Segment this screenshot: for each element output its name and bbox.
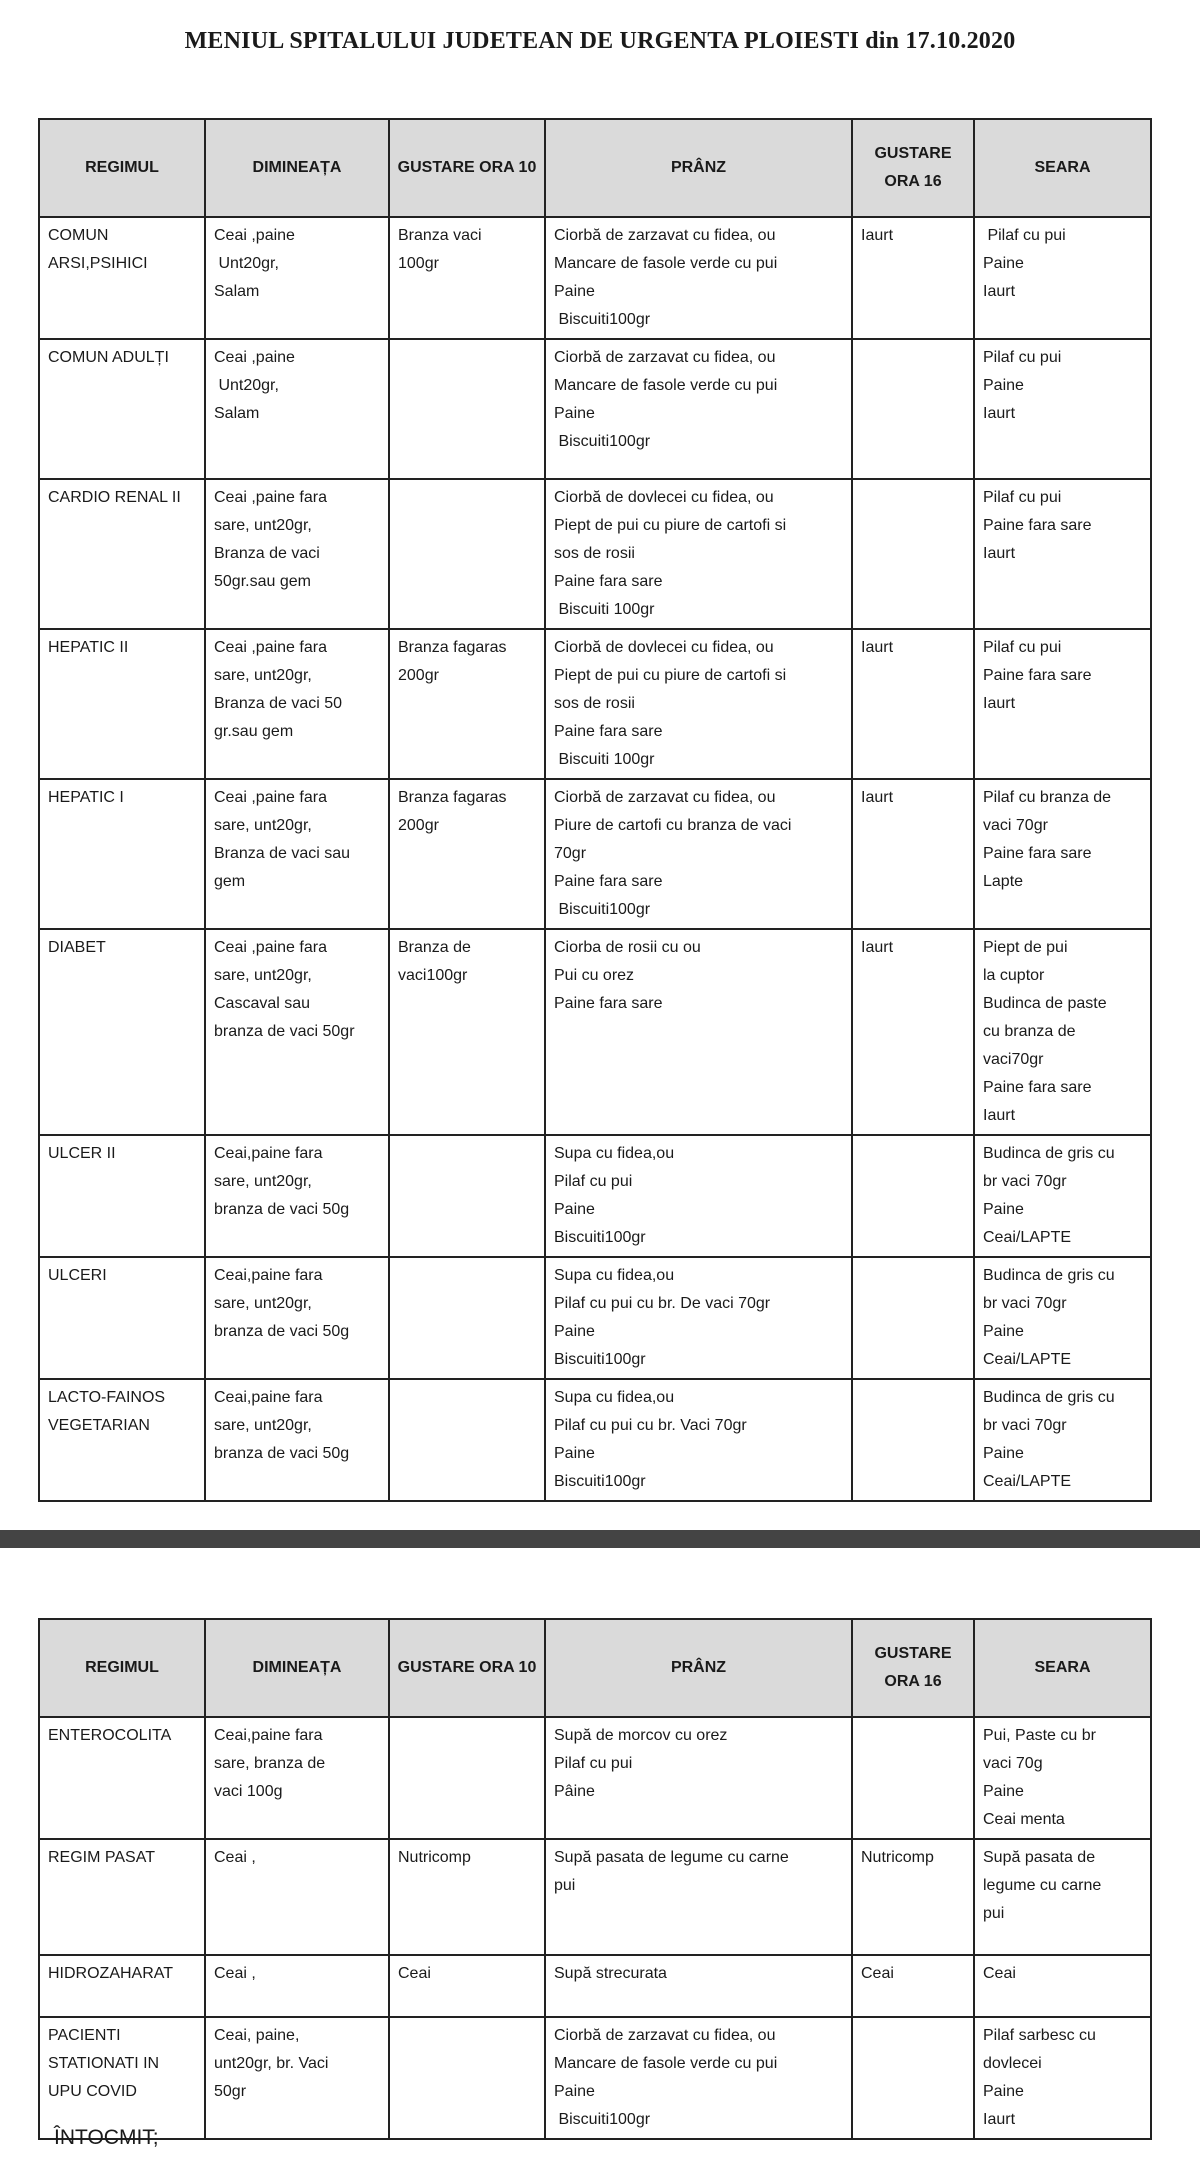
cell-seara: [974, 1839, 1151, 1955]
cell-line: branza de vaci 50g: [214, 1323, 350, 1340]
cell-line: Unt20gr,: [214, 255, 279, 272]
header-gustare-10: GUSTARE ORA 10: [389, 1619, 545, 1717]
cell-gustare-16: [852, 2017, 974, 2139]
cell-line: Pui, Paste cu br: [983, 1727, 1096, 1744]
cell-line: gr.sau gem: [214, 723, 294, 740]
header-regimul: REGIMUL: [39, 1619, 205, 1717]
cell-line: br vaci 70gr: [983, 1417, 1067, 1434]
cell-line: sos de rosii: [554, 695, 635, 712]
cell-line: Budinca de gris cu: [983, 1267, 1115, 1284]
table-row: [39, 479, 1151, 629]
cell-dimineata: [205, 629, 389, 779]
cell-line: Ciorbă de zarzavat cu fidea, ou: [554, 2027, 776, 2044]
cell-pranz: [545, 217, 852, 339]
cell-line: Paine fara sare: [983, 517, 1092, 534]
cell-line: Paine: [983, 255, 1024, 272]
cell-line: sare, unt20gr,: [214, 1173, 312, 1190]
cell-line: Pilaf cu pui: [983, 349, 1062, 366]
cell-line: sare, unt20gr,: [214, 1295, 312, 1312]
cell-gustare-16: [852, 1839, 974, 1955]
cell-dimineata: [205, 339, 389, 479]
cell-pranz: [545, 1839, 852, 1955]
cell-gustare-16: [852, 629, 974, 779]
cell-seara: [974, 629, 1151, 779]
cell-line: HEPATIC I: [48, 789, 124, 806]
cell-line: Ceai/LAPTE: [983, 1473, 1072, 1490]
cell-line: Paine fara sare: [554, 995, 663, 1012]
cell-seara: [974, 1135, 1151, 1257]
cell-line: vaci 70g: [983, 1755, 1043, 1772]
cell-pranz: [545, 1717, 852, 1839]
cell-line: Salam: [214, 405, 260, 422]
cell-line: Mancare de fasole verde cu pui: [554, 377, 778, 394]
cell-line: Iaurt: [983, 545, 1016, 562]
cell-line: Budinca de gris cu: [983, 1389, 1115, 1406]
cell-pranz: [545, 339, 852, 479]
cell-line: dovlecei: [983, 2055, 1042, 2072]
cell-line: Paine: [983, 1783, 1024, 1800]
cell-line: Lapte: [983, 873, 1024, 890]
cell-line: Ceai, paine,: [214, 2027, 300, 2044]
header-row: [39, 119, 1151, 217]
cell-line: Paine: [554, 1201, 595, 1218]
cell-line: Cascaval sau: [214, 995, 311, 1012]
cell-line: COMUN: [48, 227, 109, 244]
cell-line: Biscuiti100gr: [554, 311, 651, 328]
cell-pranz: [545, 779, 852, 929]
page-separator: [0, 1530, 1200, 1548]
header-pranz: PRÂNZ: [545, 1619, 852, 1717]
menu-table-1: [38, 118, 1152, 1502]
prepared-by-label: ÎNTOCMIT;: [54, 2126, 159, 2149]
cell-line: Supa cu fidea,ou: [554, 1145, 675, 1162]
cell-line: Nutricomp: [398, 1849, 471, 1866]
table-row: [39, 339, 1151, 479]
cell-line: 200gr: [398, 667, 439, 684]
cell-gustare-16: [852, 779, 974, 929]
cell-line: sare, unt20gr,: [214, 517, 312, 534]
cell-line: Paine fara sare: [983, 667, 1092, 684]
cell-gustare-10: [389, 929, 545, 1135]
cell-line: Iaurt: [861, 939, 894, 956]
cell-line: LACTO-FAINOS: [48, 1389, 166, 1406]
cell-line: Mancare de fasole verde cu pui: [554, 2055, 778, 2072]
cell-line: Ceai: [983, 1965, 1016, 1982]
cell-line: Paine: [554, 405, 595, 422]
cell-pranz: [545, 1379, 852, 1501]
cell-line: Budinca de paste: [983, 995, 1107, 1012]
cell-line: br vaci 70gr: [983, 1295, 1067, 1312]
cell-regim: [39, 1257, 205, 1379]
cell-line: sare, unt20gr,: [214, 667, 312, 684]
cell-line: Iaurt: [861, 789, 894, 806]
cell-line: Pui cu orez: [554, 967, 635, 984]
cell-line: Supă strecurata: [554, 1965, 667, 1982]
cell-pranz: [545, 929, 852, 1135]
cell-dimineata: [205, 1839, 389, 1955]
cell-line: Ceai: [398, 1965, 431, 1982]
cell-seara: [974, 479, 1151, 629]
table-row: [39, 217, 1151, 339]
cell-line: sare, unt20gr,: [214, 1417, 312, 1434]
cell-line: br vaci 70gr: [983, 1173, 1067, 1190]
cell-line: Ceai ,: [214, 1849, 256, 1866]
header-regimul: REGIMUL: [39, 119, 205, 217]
cell-line: vaci70gr: [983, 1051, 1044, 1068]
cell-line: Ceai ,paine fara: [214, 939, 327, 956]
cell-line: Iaurt: [983, 283, 1016, 300]
table-row: [39, 779, 1151, 929]
cell-line: Pilaf cu branza de: [983, 789, 1112, 806]
cell-line: Paine: [554, 283, 595, 300]
cell-line: Ceai ,: [214, 1965, 256, 1982]
cell-line: Biscuiti100gr: [554, 901, 651, 918]
cell-line: Ciorbă de zarzavat cu fidea, ou: [554, 789, 776, 806]
table-row: [39, 1379, 1151, 1501]
cell-regim: [39, 779, 205, 929]
cell-line: Ceai menta: [983, 1811, 1065, 1828]
header-row: [39, 1619, 1151, 1717]
cell-line: Pilaf cu pui cu br. De vaci 70gr: [554, 1295, 771, 1312]
cell-line: Ceai ,paine: [214, 227, 295, 244]
cell-line: Ceai/LAPTE: [983, 1229, 1072, 1246]
cell-line: Ciorbă de dovlecei cu fidea, ou: [554, 639, 774, 656]
cell-line: Paine: [554, 1445, 595, 1462]
cell-line: STATIONATI IN: [48, 2055, 160, 2072]
cell-line: Paine: [554, 1323, 595, 1340]
cell-gustare-10: [389, 1717, 545, 1839]
cell-line: Pilaf sarbesc cu: [983, 2027, 1096, 2044]
cell-line: CARDIO RENAL II: [48, 489, 181, 506]
cell-line: Paine: [983, 2083, 1024, 2100]
cell-line: Mancare de fasole verde cu pui: [554, 255, 778, 272]
cell-line: COMUN ADULȚI: [48, 349, 169, 366]
cell-line: VEGETARIAN: [48, 1417, 150, 1434]
table-row: [39, 629, 1151, 779]
cell-gustare-16: [852, 1135, 974, 1257]
cell-line: Supa cu fidea,ou: [554, 1267, 675, 1284]
cell-line: Iaurt: [983, 695, 1016, 712]
cell-gustare-16: [852, 217, 974, 339]
cell-line: ULCERI: [48, 1267, 107, 1284]
table-row: [39, 929, 1151, 1135]
cell-line: Biscuiti100gr: [554, 2111, 651, 2128]
cell-gustare-10: [389, 2017, 545, 2139]
cell-regim: [39, 1379, 205, 1501]
cell-line: Paine fara sare: [983, 845, 1092, 862]
cell-dimineata: [205, 1135, 389, 1257]
cell-line: Paine: [983, 1323, 1024, 1340]
cell-line: Ceai,paine fara: [214, 1727, 323, 1744]
cell-regim: [39, 339, 205, 479]
cell-line: ULCER II: [48, 1145, 116, 1162]
cell-seara: [974, 339, 1151, 479]
cell-line: Branza de: [398, 939, 471, 956]
cell-line: Ceai,paine fara: [214, 1267, 323, 1284]
table-row: [39, 1839, 1151, 1955]
cell-line: REGIM PASAT: [48, 1849, 155, 1866]
cell-line: 70gr: [554, 845, 587, 862]
cell-regim: [39, 2017, 205, 2139]
cell-line: Biscuiti 100gr: [554, 601, 655, 618]
cell-line: ARSI,PSIHICI: [48, 255, 148, 272]
cell-line: pui: [983, 1905, 1005, 1922]
cell-line: Biscuiti100gr: [554, 433, 651, 450]
cell-line: Branza de vaci: [214, 545, 320, 562]
cell-line: Pilaf cu pui cu br. Vaci 70gr: [554, 1417, 747, 1434]
cell-pranz: [545, 1955, 852, 2017]
cell-line: Ceai,paine fara: [214, 1145, 323, 1162]
cell-line: HIDROZAHARAT: [48, 1965, 174, 1982]
cell-gustare-10: [389, 479, 545, 629]
cell-dimineata: [205, 479, 389, 629]
cell-line: pui: [554, 1877, 576, 1894]
cell-gustare-10: [389, 629, 545, 779]
table-row: [39, 1717, 1151, 1839]
cell-line: Piure de cartofi cu branza de vaci: [554, 817, 792, 834]
cell-line: Pilaf cu pui: [983, 227, 1066, 244]
cell-gustare-10: [389, 1135, 545, 1257]
cell-regim: [39, 217, 205, 339]
cell-dimineata: [205, 1955, 389, 2017]
cell-line: UPU COVID: [48, 2083, 137, 2100]
table-row: [39, 1257, 1151, 1379]
cell-line: Pâine: [554, 1783, 595, 1800]
cell-line: 50gr: [214, 2083, 247, 2100]
cell-line: Ceai ,paine fara: [214, 489, 327, 506]
cell-dimineata: [205, 1379, 389, 1501]
cell-line: Biscuiti100gr: [554, 1351, 646, 1368]
cell-line: Piept de pui cu piure de cartofi si: [554, 517, 787, 534]
cell-line: Pilaf cu pui: [983, 489, 1062, 506]
cell-gustare-10: [389, 1257, 545, 1379]
cell-line: Paine fara sare: [983, 1079, 1092, 1096]
cell-line: Iaurt: [983, 405, 1016, 422]
cell-gustare-10: [389, 779, 545, 929]
cell-regim: [39, 929, 205, 1135]
cell-line: Branza de vaci 50: [214, 695, 343, 712]
cell-line: Supă de morcov cu orez: [554, 1727, 728, 1744]
cell-line: Supă pasata de: [983, 1849, 1096, 1866]
cell-line: Iaurt: [983, 2111, 1016, 2128]
cell-seara: [974, 929, 1151, 1135]
cell-line: sos de rosii: [554, 545, 635, 562]
cell-line: Ceai/LAPTE: [983, 1351, 1072, 1368]
cell-gustare-16: [852, 339, 974, 479]
cell-line: Ciorbă de zarzavat cu fidea, ou: [554, 227, 776, 244]
cell-line: Unt20gr,: [214, 377, 279, 394]
cell-line: vaci100gr: [398, 967, 468, 984]
cell-line: Iaurt: [861, 227, 894, 244]
cell-line: Paine: [983, 1201, 1024, 1218]
cell-regim: [39, 1717, 205, 1839]
cell-gustare-16: [852, 929, 974, 1135]
cell-pranz: [545, 1135, 852, 1257]
cell-dimineata: [205, 217, 389, 339]
cell-line: sare, unt20gr,: [214, 967, 312, 984]
cell-seara: [974, 1717, 1151, 1839]
table-row: [39, 1955, 1151, 2017]
cell-gustare-16: [852, 1717, 974, 1839]
cell-dimineata: [205, 1257, 389, 1379]
menu-table-2: [38, 1618, 1152, 2140]
cell-regim: [39, 1839, 205, 1955]
cell-line: Budinca de gris cu: [983, 1145, 1115, 1162]
cell-line: Branza fagaras: [398, 639, 507, 656]
cell-gustare-10: [389, 1379, 545, 1501]
cell-line: Pilaf cu pui: [554, 1173, 633, 1190]
cell-regim: [39, 479, 205, 629]
cell-line: HEPATIC II: [48, 639, 129, 656]
cell-line: Paine: [983, 377, 1024, 394]
cell-line: Biscuiti100gr: [554, 1473, 646, 1490]
cell-line: Branza de vaci sau: [214, 845, 351, 862]
cell-line: branza de vaci 50g: [214, 1445, 350, 1462]
cell-line: Ciorbă de dovlecei cu fidea, ou: [554, 489, 774, 506]
cell-pranz: [545, 479, 852, 629]
header-gustare-16: GUSTARE ORA 16: [852, 119, 974, 217]
cell-line: Branza vaci: [398, 227, 482, 244]
cell-line: Nutricomp: [861, 1849, 934, 1866]
cell-line: Supă pasata de legume cu carne: [554, 1849, 789, 1866]
cell-line: Paine fara sare: [554, 723, 663, 740]
cell-line: gem: [214, 873, 246, 890]
cell-line: ENTEROCOLITA: [48, 1727, 172, 1744]
cell-seara: [974, 2017, 1151, 2139]
cell-seara: [974, 217, 1151, 339]
cell-line: unt20gr, br. Vaci: [214, 2055, 329, 2072]
cell-seara: [974, 779, 1151, 929]
cell-line: Biscuiti100gr: [554, 1229, 646, 1246]
cell-line: PACIENTI: [48, 2027, 121, 2044]
cell-line: Pilaf cu pui: [983, 639, 1062, 656]
cell-gustare-10: [389, 1839, 545, 1955]
cell-regim: [39, 629, 205, 779]
cell-line: Salam: [214, 283, 260, 300]
cell-line: sare, branza de: [214, 1755, 326, 1772]
cell-gustare-16: [852, 1379, 974, 1501]
cell-line: Piept de pui: [983, 939, 1068, 956]
cell-line: Piept de pui cu piure de cartofi si: [554, 667, 787, 684]
cell-line: Paine: [983, 1445, 1024, 1462]
cell-line: vaci 70gr: [983, 817, 1048, 834]
cell-line: vaci 100g: [214, 1783, 283, 1800]
cell-line: Iaurt: [861, 639, 894, 656]
cell-line: DIABET: [48, 939, 106, 956]
cell-gustare-10: [389, 1955, 545, 2017]
cell-line: Pilaf cu pui: [554, 1755, 633, 1772]
cell-dimineata: [205, 2017, 389, 2139]
cell-pranz: [545, 629, 852, 779]
header-seara: SEARA: [974, 1619, 1151, 1717]
cell-regim: [39, 1135, 205, 1257]
table-row: [39, 2017, 1151, 2139]
cell-dimineata: [205, 779, 389, 929]
cell-line: Paine fara sare: [554, 873, 663, 890]
document-title: MENIUL SPITALULUI JUDETEAN DE URGENTA PLOIESTI din 17.10.2020: [184, 28, 1016, 54]
cell-gustare-10: [389, 217, 545, 339]
cell-line: 200gr: [398, 817, 439, 834]
cell-gustare-16: [852, 1257, 974, 1379]
cell-line: branza de vaci 50gr: [214, 1023, 355, 1040]
header-seara: SEARA: [974, 119, 1151, 217]
header-gustare-10: GUSTARE ORA 10: [389, 119, 545, 217]
header-dimineata: DIMINEAȚA: [205, 119, 389, 217]
cell-line: 100gr: [398, 255, 439, 272]
cell-pranz: [545, 2017, 852, 2139]
cell-line: Paine: [554, 2083, 595, 2100]
cell-line: la cuptor: [983, 967, 1045, 984]
cell-line: Supa cu fidea,ou: [554, 1389, 675, 1406]
cell-line: legume cu carne: [983, 1877, 1102, 1894]
cell-line: Ceai: [861, 1965, 894, 1982]
header-dimineata: DIMINEAȚA: [205, 1619, 389, 1717]
table-row: [39, 1135, 1151, 1257]
cell-line: Ceai,paine fara: [214, 1389, 323, 1406]
cell-line: sare, unt20gr,: [214, 817, 312, 834]
cell-line: branza de vaci 50g: [214, 1201, 350, 1218]
cell-line: Ceai ,paine: [214, 349, 295, 366]
cell-gustare-10: [389, 339, 545, 479]
cell-dimineata: [205, 1717, 389, 1839]
cell-line: Ceai ,paine fara: [214, 789, 327, 806]
cell-line: Branza fagaras: [398, 789, 507, 806]
cell-gustare-16: [852, 1955, 974, 2017]
cell-line: Ciorba de rosii cu ou: [554, 939, 701, 956]
cell-gustare-16: [852, 479, 974, 629]
cell-regim: [39, 1955, 205, 2017]
cell-pranz: [545, 1257, 852, 1379]
cell-line: Iaurt: [983, 1107, 1016, 1124]
cell-seara: [974, 1257, 1151, 1379]
cell-line: Paine fara sare: [554, 573, 663, 590]
cell-line: Ceai ,paine fara: [214, 639, 327, 656]
cell-line: cu branza de: [983, 1023, 1076, 1040]
header-pranz: PRÂNZ: [545, 119, 852, 217]
cell-line: 50gr.sau gem: [214, 573, 311, 590]
cell-line: Biscuiti 100gr: [554, 751, 655, 768]
header-gustare-16: GUSTARE ORA 16: [852, 1619, 974, 1717]
cell-seara: [974, 1379, 1151, 1501]
cell-line: Ciorbă de zarzavat cu fidea, ou: [554, 349, 776, 366]
cell-dimineata: [205, 929, 389, 1135]
cell-seara: [974, 1955, 1151, 2017]
